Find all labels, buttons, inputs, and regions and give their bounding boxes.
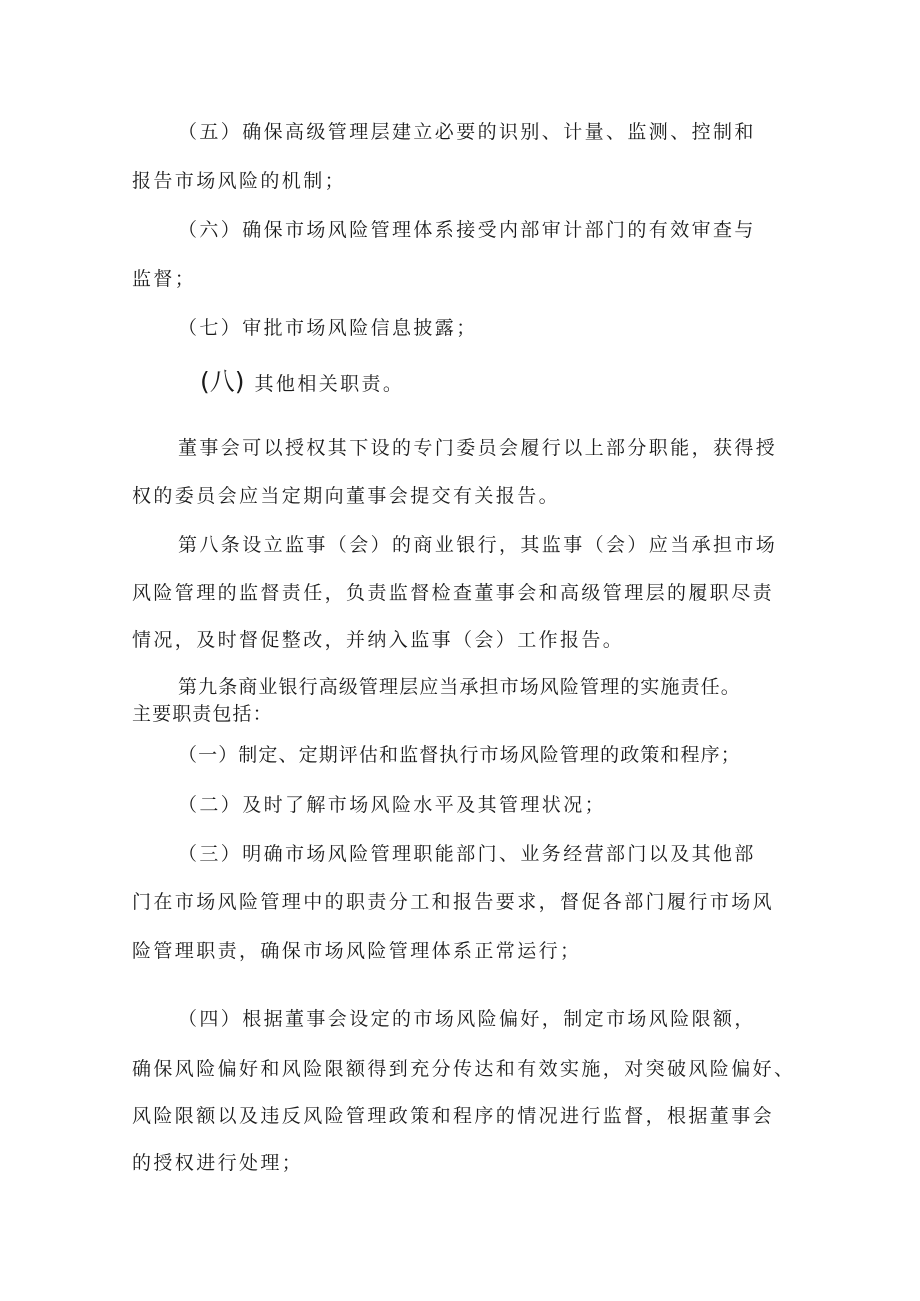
item-five-line-2: 报告市场风险的机制； — [132, 170, 347, 192]
board-delegation-line-1: 董事会可以授权其下设的专门委员会履行以上部分职能，获得授 — [178, 437, 778, 459]
duty-four-line-4: 的授权进行处理； — [132, 1152, 304, 1174]
item-seven-line: （七）审批市场风险信息披露； — [178, 317, 478, 339]
item-six-line-1: （六）确保市场风险管理体系接受内部审计部门的有效审查与 — [178, 219, 756, 241]
duty-three-line-2: 门在市场风险管理中的职责分工和报告要求，督促各部门履行市场风 — [132, 891, 775, 913]
duty-four-line-2: 确保风险偏好和风险限额得到充分传达和有效实施，对突破风险偏好、 — [132, 1058, 796, 1080]
duty-four-line-1: （四）根据董事会设定的市场风险偏好，制定市场风险限额， — [178, 1008, 756, 1030]
article-eight-line-1: 第八条设立监事（会）的商业银行，其监事（会）应当承担市场 — [178, 534, 778, 556]
item-eight-text: 其他相关职责。 — [254, 373, 405, 395]
duty-three-line-1: （三）明确市场风险管理职能部门、业务经营部门以及其他部 — [178, 843, 756, 865]
board-delegation-line-2: 权的委员会应当定期向董事会提交有关报告。 — [132, 485, 561, 507]
item-six-line-2: 监督； — [132, 268, 197, 290]
article-eight-line-3: 情况，及时督促整改，并纳入监事（会）工作报告。 — [132, 629, 625, 651]
duty-three-line-3: 险管理职责，确保市场风险管理体系正常运行； — [132, 940, 582, 962]
article-eight-line-2: 风险管理的监督责任，负责监督检查董事会和高级管理层的履职尽责 — [132, 582, 775, 604]
article-nine-line-1: 第九条商业银行高级管理层应当承担市场风险管理的实施责任。 — [178, 676, 741, 698]
item-eight-number: (八) — [200, 367, 245, 396]
duty-two-line: （二）及时了解市场风险水平及其管理状况； — [178, 794, 607, 816]
item-eight-line — [200, 368, 860, 398]
duty-four-line-3: 风险限额以及违反风险管理政策和程序的情况进行监督，根据董事会 — [132, 1105, 775, 1127]
article-nine-line-2: 主要职责包括： — [132, 703, 273, 725]
item-five-line-1: （五）确保高级管理层建立必要的识别、计量、监测、控制和 — [178, 121, 756, 143]
duty-one-line: （一）制定、定期评估和监督执行市场风险管理的政策和程序； — [178, 744, 741, 766]
